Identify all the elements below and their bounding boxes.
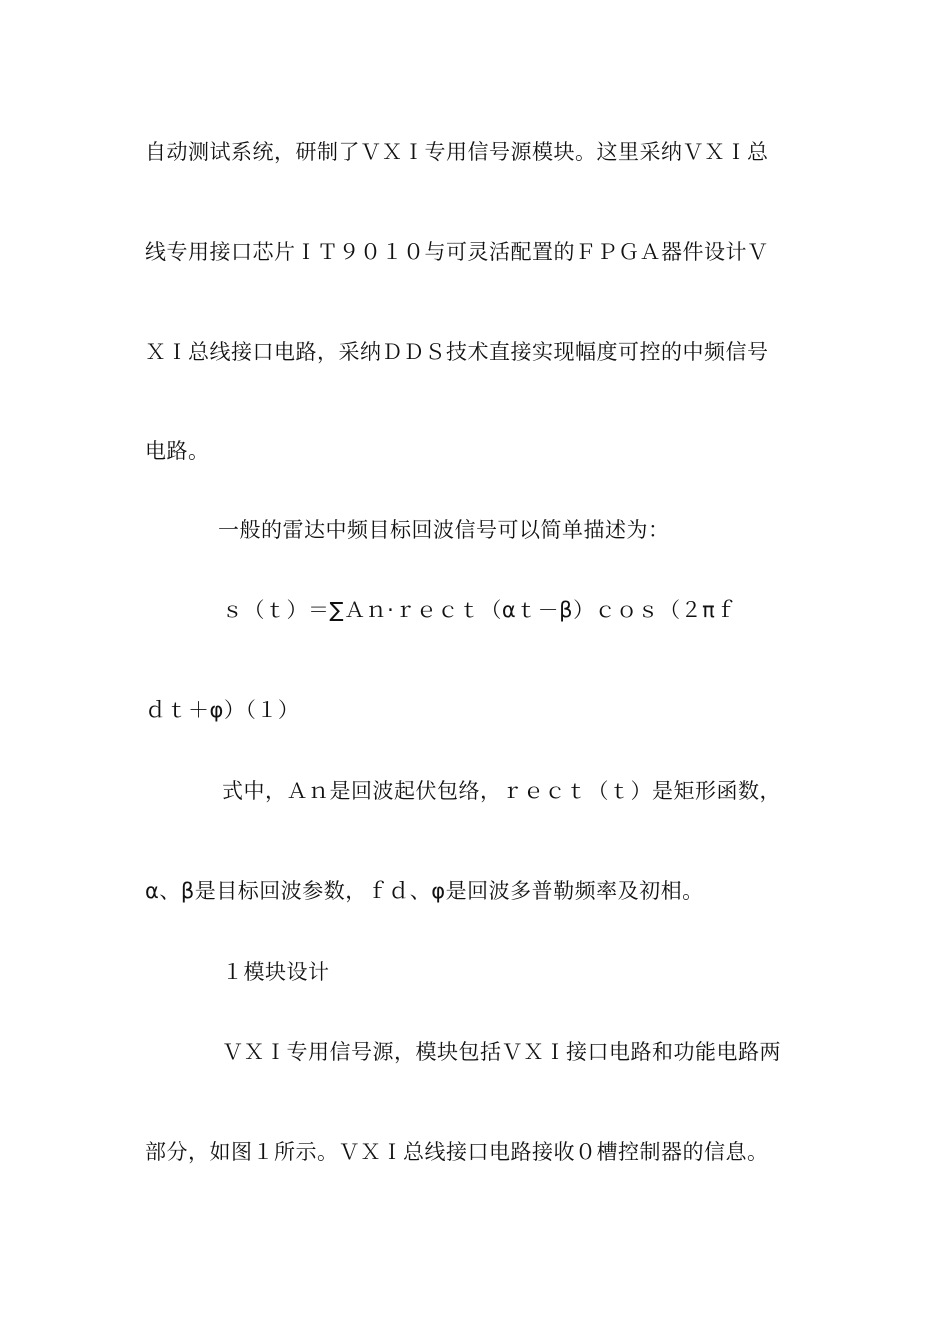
formula-line-2: ｄｔ＋φ）（１） <box>145 698 300 722</box>
formula-line-1: ｓ（ｔ）＝∑Ａｎ·ｒｅｃｔ（αｔ－β）ｃｏｓ（２πｆ <box>222 598 737 622</box>
paragraph-line-5: 一般的雷达中频目标回波信号可以简单描述为： <box>218 518 670 542</box>
paragraph-line-4: 电路。 <box>145 439 210 463</box>
paragraph-line-8: ＶＸＩ专用信号源，模块包括ＶＸＩ接口电路和功能电路两 <box>222 1040 781 1064</box>
paragraph-line-1: 自动测试系统，研制了ＶＸＩ专用信号源模块。这里采纳ＶＸＩ总 <box>145 140 769 164</box>
section-heading: １模块设计 <box>222 960 330 984</box>
paragraph-line-9: 部分，如图１所示。ＶＸＩ总线接口电路接收０槽控制器的信息。 <box>145 1140 769 1164</box>
paragraph-line-6: 式中，Ａｎ是回波起伏包络，ｒｅｃｔ（ｔ）是矩形函数， <box>222 779 781 803</box>
paragraph-line-7: α、β是目标回波参数，ｆｄ、φ是回波多普勒频率及初相。 <box>145 879 704 903</box>
paragraph-line-3: ＸＩ总线接口电路，采纳ＤＤＳ技术直接实现幅度可控的中频信号 <box>145 340 769 364</box>
paragraph-line-2: 线专用接口芯片ＩＴ９０１０与可灵活配置的ＦＰＧＡ器件设计Ｖ <box>145 240 769 264</box>
